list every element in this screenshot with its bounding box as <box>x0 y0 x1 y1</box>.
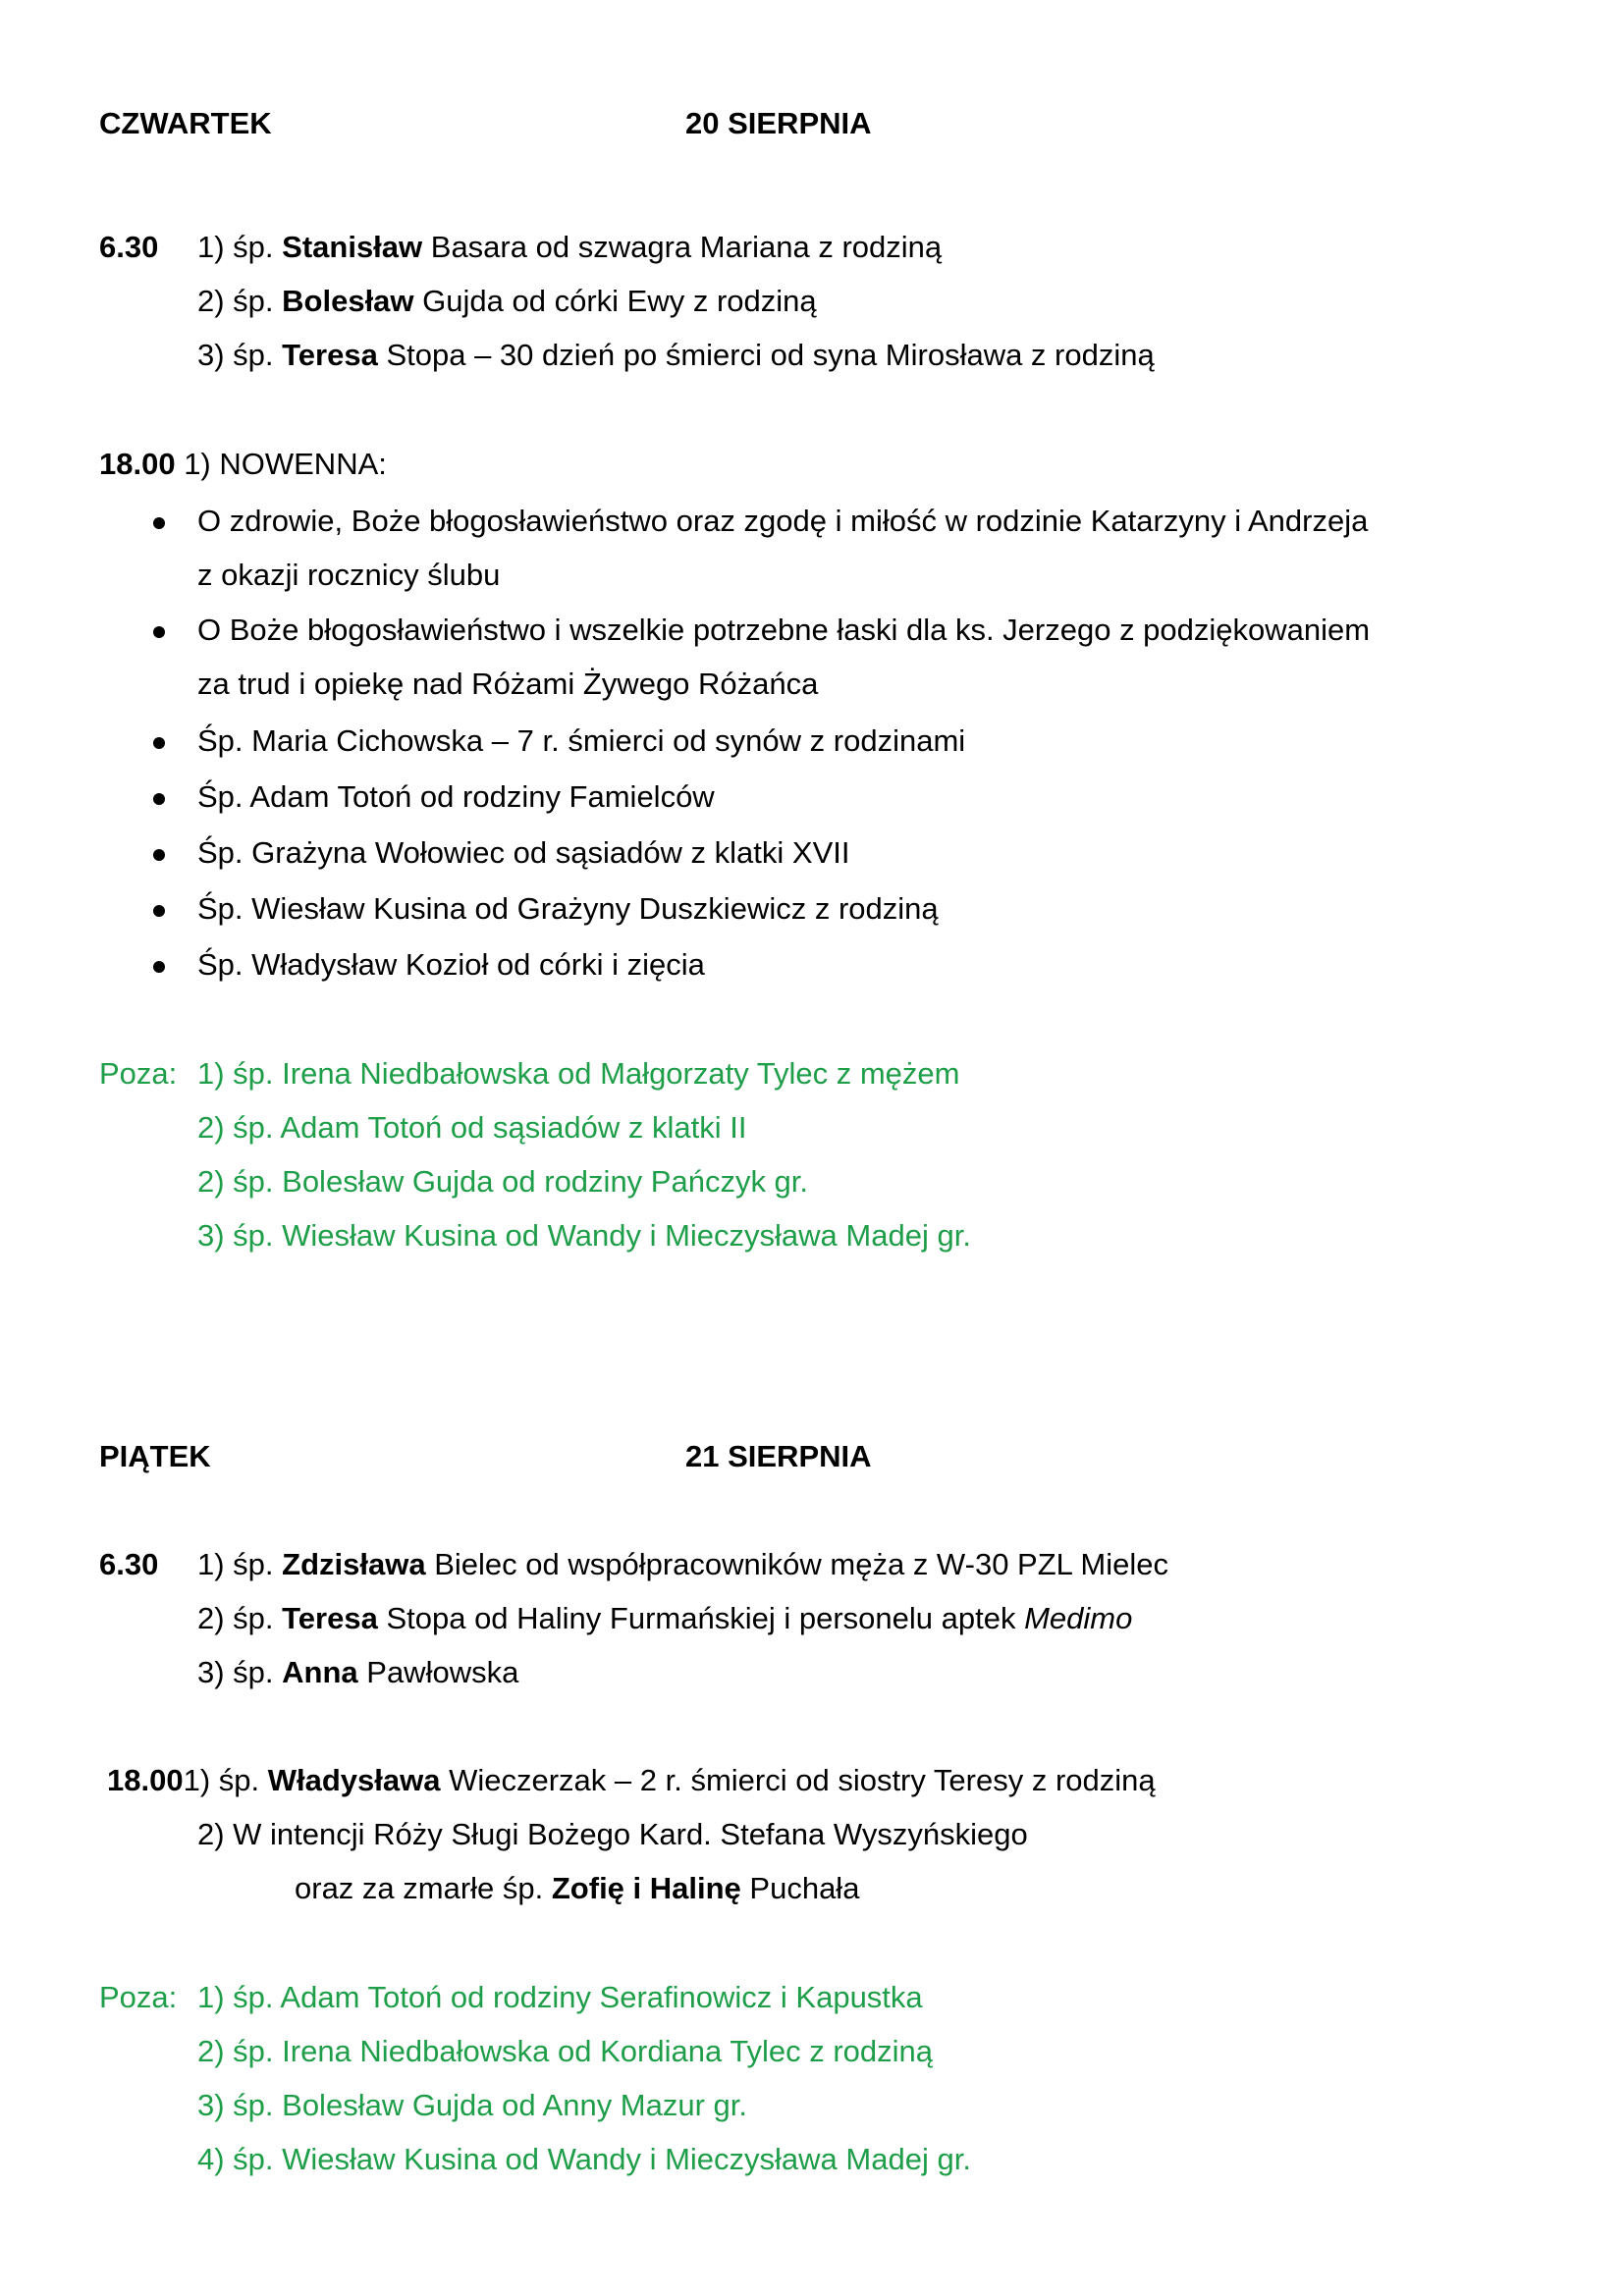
novena-item-continuation: z okazji rocznicy ślubu <box>197 558 501 592</box>
mass-time-thursday-morning: 6.30 <box>99 230 159 264</box>
poza-item: 3) śp. Wiesław Kusina od Wandy i Mieczysława Madej gr. <box>197 1218 971 1253</box>
intention-continuation: oraz za zmarłe śp. Zofię i Halinę Puchała <box>295 1871 860 1905</box>
poza-label-friday: Poza: <box>99 1980 178 2014</box>
novena-item: Śp. Adam Totoń od rodziny Famielców <box>197 779 715 814</box>
mass-time-friday-morning: 6.30 <box>99 1547 159 1581</box>
mass-time-thursday-evening: 18.00 <box>99 447 176 481</box>
bullet-icon <box>153 793 165 805</box>
novena-item-continuation: za trud i opiekę nad Różami Żywego Różańca <box>197 667 819 701</box>
intention-line: 2) śp. Teresa Stopa od Haliny Furmańskiej i personelu aptek Medimo <box>197 1601 1133 1635</box>
novena-item: Śp. Wiesław Kusina od Grażyny Duszkiewicz z rodziną <box>197 891 939 926</box>
intention-line: 18.001) śp. Władysława Wieczerzak – 2 r. śmierci od siostry Teresy z rodziną <box>107 1763 1156 1797</box>
bullet-icon <box>153 626 165 638</box>
intention-line: 1) śp. Zdzisława Bielec od współpracowników męża z W-30 PZL Mielec <box>197 1547 1168 1581</box>
novena-heading: 1) NOWENNA: <box>175 447 387 481</box>
poza-item: 1) śp. Adam Totoń od rodziny Serafinowicz i Kapustka <box>197 1980 923 2014</box>
novena-item: Śp. Maria Cichowska – 7 r. śmierci od synów z rodzinami <box>197 723 966 758</box>
novena-item: O Boże błogosławieństwo i wszelkie potrzebne łaski dla ks. Jerzego z podziękowaniem <box>197 613 1371 647</box>
bullet-icon <box>153 737 165 749</box>
intention-line: 2) W intencji Róży Sługi Bożego Kard. Stefana Wyszyńskiego <box>197 1817 1028 1851</box>
poza-item: 2) śp. Adam Totoń od sąsiadów z klatki II <box>197 1110 747 1145</box>
intention-line: 1) śp. Stanisław Basara od szwagra Mariana z rodziną <box>197 230 943 264</box>
bullet-icon <box>153 517 165 529</box>
mass-time-friday-evening: 18.00 <box>107 1763 184 1797</box>
novena-item: Śp. Grażyna Wołowiec od sąsiadów z klatki XVII <box>197 835 850 870</box>
intention-line: 3) śp. Teresa Stopa – 30 dzień po śmierci od syna Mirosława z rodziną <box>197 338 1155 372</box>
poza-label-thursday: Poza: <box>99 1056 178 1091</box>
poza-item: 1) śp. Irena Niedbałowska od Małgorzaty Tylec z mężem <box>197 1056 960 1091</box>
intention-line: 3) śp. Anna Pawłowska <box>197 1655 519 1689</box>
date-heading-friday: 21 SIERPNIA <box>685 1439 872 1473</box>
date-heading-thursday: 20 SIERPNIA <box>685 106 872 140</box>
novena-item: Śp. Władysław Kozioł od córki i zięcia <box>197 947 705 982</box>
mass-time-thursday-evening-line <box>99 445 387 484</box>
poza-item: 4) śp. Wiesław Kusina od Wandy i Mieczysława Madej gr. <box>197 2142 971 2176</box>
bullet-icon <box>153 905 165 917</box>
day-heading-friday: PIĄTEK <box>99 1439 211 1473</box>
poza-item: 2) śp. Bolesław Gujda od rodziny Pańczyk gr. <box>197 1164 809 1199</box>
day-heading-thursday: CZWARTEK <box>99 106 272 140</box>
novena-item: O zdrowie, Boże błogosławieństwo oraz zgodę i miłość w rodzinie Katarzyny i Andrzeja <box>197 504 1369 538</box>
bullet-icon <box>153 961 165 973</box>
poza-item: 2) śp. Irena Niedbałowska od Kordiana Tylec z rodziną <box>197 2034 934 2068</box>
intention-line: 2) śp. Bolesław Gujda od córki Ewy z rodziną <box>197 284 817 318</box>
poza-item: 3) śp. Bolesław Gujda od Anny Mazur gr. <box>197 2088 748 2122</box>
bullet-icon <box>153 849 165 861</box>
